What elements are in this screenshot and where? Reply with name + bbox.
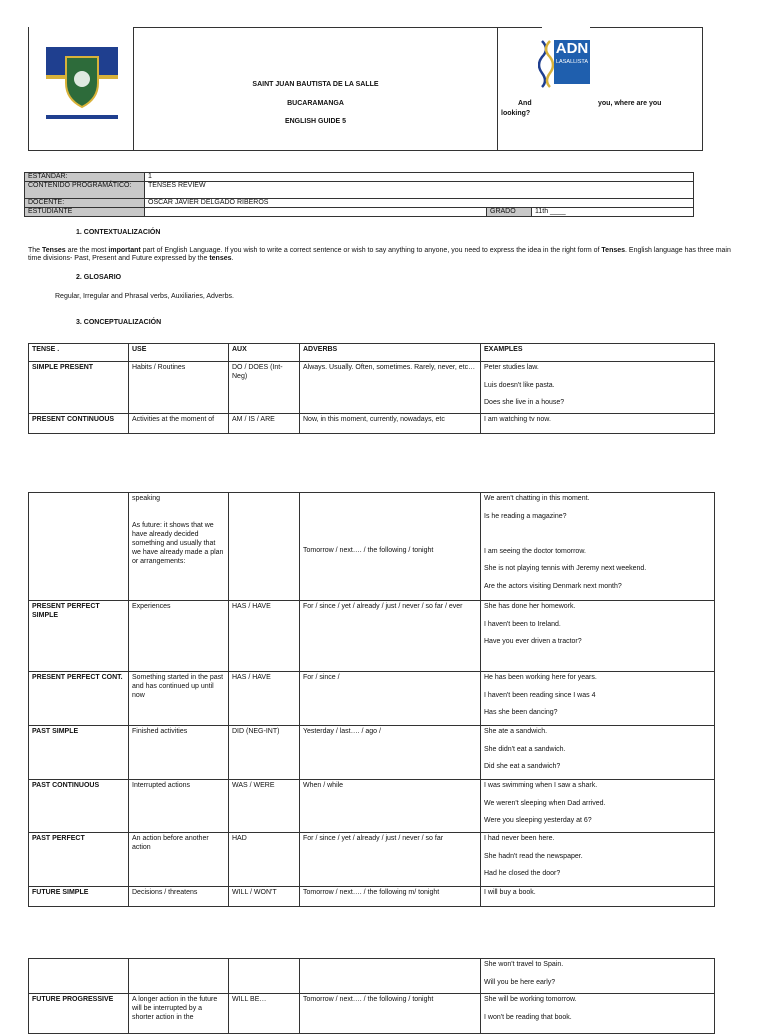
example: I won't be reading that book.: [484, 1013, 572, 1021]
aux-cell: WAS / WERE: [229, 780, 300, 833]
examples-cell: [481, 362, 715, 414]
tense-cell: PAST CONTINUOUS: [29, 780, 129, 833]
col-header: USE: [129, 344, 229, 362]
bold-run: tenses: [209, 255, 232, 262]
tense-cell: PRESENT PERFECT CONT.: [29, 672, 129, 726]
example: Has she been dancing?: [484, 709, 558, 716]
table-row: [29, 959, 715, 994]
estandar-label: ESTANDAR:: [25, 173, 145, 182]
aux-cell: DID (NEG-INT): [229, 726, 300, 780]
tense-cell: [29, 959, 129, 994]
docente-label: DOCENTE:: [25, 199, 145, 208]
info-table: [24, 172, 694, 217]
examples-cell: [481, 726, 715, 780]
tenses-table-3: [28, 958, 715, 1034]
adn-logo: [538, 37, 594, 89]
use-cell: Interrupted actions: [129, 780, 229, 833]
example: She has done her homework.: [484, 603, 576, 610]
example: She is not playing tennis with Jeremy next weekend.: [484, 565, 647, 572]
use-cell: [129, 493, 229, 601]
example: Are the actors visiting Denmark next month?: [484, 582, 622, 590]
examples-cell: [481, 994, 715, 1034]
use-cell: Activities at the moment of: [129, 414, 229, 434]
bold-run: Tenses: [601, 247, 626, 254]
example: Peter studies law.: [484, 364, 539, 371]
example: Had he closed the door?: [484, 870, 561, 877]
examples-cell: [481, 887, 715, 907]
spacer: [132, 512, 225, 521]
aux-cell: HAS / HAVE: [229, 601, 300, 672]
aux-cell: DO / DOES (Int-Neg): [229, 362, 300, 414]
example: He has been working here for years.: [484, 674, 597, 681]
adverbs-cell: Tomorrow / next…. / the following m/ tonight: [300, 887, 481, 907]
col-header: EXAMPLES: [481, 344, 715, 362]
example: Were you sleeping yesterday at 6?: [484, 817, 592, 824]
use-cell: Experiences: [129, 601, 229, 672]
adverbs-cell: Always. Usually. Often, sometimes. Rarely, never, etc…: [300, 362, 481, 414]
example: Will you be here early?: [484, 978, 556, 986]
adverbs-text: Tomorrow / next…. / the following / tonight: [303, 547, 434, 554]
header-divider: [133, 27, 134, 151]
example: Have you ever driven a tractor?: [484, 638, 582, 645]
example: I am watching tv now.: [484, 416, 551, 423]
use-text: speaking: [132, 495, 161, 502]
use-cell: Decisions / threatens: [129, 887, 229, 907]
section-title: 1. CONTEXTUALIZACIÓN: [76, 229, 161, 236]
grado-label: GRADO: [487, 208, 532, 217]
aux-cell: [229, 959, 300, 994]
table-row: [29, 887, 715, 907]
table-row: [29, 601, 715, 672]
tense-cell: FUTURE PROGRESSIVE: [29, 994, 129, 1034]
aux-cell: [229, 493, 300, 601]
col-header: ADVERBS: [300, 344, 481, 362]
adn-logo-text: ADN: [555, 40, 589, 57]
tense-cell: [29, 493, 129, 601]
header-box: [28, 27, 703, 151]
example: I am seeing the doctor tomorrow.: [484, 547, 586, 555]
use-cell: Habits / Routines: [129, 362, 229, 414]
tense-cell: FUTURE SIMPLE: [29, 887, 129, 907]
example: She didn't eat a sandwich.: [484, 745, 566, 753]
bold-run: Tenses: [42, 247, 66, 254]
examples-cell: [481, 493, 715, 601]
estudiante-label: ESTUDIANTE: [25, 208, 145, 217]
tenses-table-2: [28, 492, 715, 907]
example: We weren't sleeping when Dad arrived.: [484, 799, 606, 807]
example: She won't travel to Spain.: [484, 961, 564, 968]
table-row: [29, 994, 715, 1034]
aux-cell: WILL BE…: [229, 994, 300, 1034]
glossary-text: Regular, Irregular and Phrasal verbs, Auxiliaries, Adverbs.: [55, 293, 234, 300]
text-run: .: [231, 255, 234, 262]
use-cell: [129, 959, 229, 994]
slogan-you: you, where are you: [598, 100, 662, 107]
example: Is he reading a magazine?: [484, 512, 567, 520]
example: She hadn't read the newspaper.: [484, 852, 583, 860]
example: I was swimming when I saw a shark.: [484, 782, 598, 789]
aux-cell: AM / IS / ARE: [229, 414, 300, 434]
example: I will buy a book.: [484, 889, 536, 896]
adverbs-cell: Now, in this moment, currently, nowadays, etc: [300, 414, 481, 434]
col-header: AUX: [229, 344, 300, 362]
examples-cell: [481, 959, 715, 994]
text-run: are the most: [65, 247, 109, 254]
text-run: part of English Language. If you wish to write a correct sentence or wish to say anything to anyone, you need to express the idea in the right form of: [140, 247, 602, 254]
tense-cell: SIMPLE PRESENT: [29, 362, 129, 414]
text-run: The: [28, 247, 43, 254]
header-notch: [29, 26, 133, 28]
table-row: [29, 672, 715, 726]
use-cell: An action before another action: [129, 833, 229, 887]
example: I haven't been to Ireland.: [484, 620, 561, 628]
example: Did she eat a sandwich?: [484, 763, 561, 770]
example: Does she live in a house?: [484, 399, 565, 406]
example: She will be working tomorrow.: [484, 996, 577, 1003]
table-row: [29, 726, 715, 780]
examples-cell: [481, 414, 715, 434]
slogan-looking: looking?: [501, 110, 531, 117]
use-cell: Something started in the past and has continued up until now: [129, 672, 229, 726]
aux-cell: WILL / WON'T: [229, 887, 300, 907]
contenido-label: CONTENIDO PROGRAMÁTICO:: [25, 182, 145, 199]
examples-cell: [481, 780, 715, 833]
adverbs-cell: For / since / yet / already / just / never / so far: [300, 833, 481, 887]
adverbs-cell: For / since /: [300, 672, 481, 726]
aux-cell: HAD: [229, 833, 300, 887]
example: Luis doesn't like pasta.: [484, 381, 555, 389]
table-row: [29, 833, 715, 887]
examples-cell: [481, 601, 715, 672]
contenido-value: TENSES REVIEW: [145, 182, 694, 199]
section-paragraph: [28, 247, 742, 263]
header-divider: [497, 27, 498, 151]
table-row: [29, 414, 715, 434]
city-name: BUCARAMANGA: [287, 100, 344, 107]
adn-logo-subtext: LASALLISTA: [556, 59, 588, 65]
table-row: [29, 780, 715, 833]
example: I haven't been reading since I was 4: [484, 691, 596, 699]
school-name: SAINT JUAN BAUTISTA DE LA SALLE: [252, 81, 379, 88]
adverbs-cell: When / while: [300, 780, 481, 833]
tense-cell: PRESENT CONTINUOUS: [29, 414, 129, 434]
school-logo: [44, 45, 120, 121]
guide-title: ENGLISH GUIDE 5: [284, 118, 347, 125]
bold-run: important: [108, 247, 141, 254]
docente-value: OSCAR JAVIER DELGADO RIBEROS: [145, 199, 694, 208]
use-cell: A longer action in the future will be interrupted by a shorter action in the: [129, 994, 229, 1034]
grado-value: 11th ____: [532, 208, 694, 217]
tense-cell: PAST SIMPLE: [29, 726, 129, 780]
section-title: 3. CONCEPTUALIZACIÓN: [76, 319, 162, 326]
spacer: [132, 503, 225, 512]
adverbs-cell: [300, 493, 481, 601]
col-header: TENSE .: [29, 344, 129, 362]
text-run: . English language has three main time divisions- Past, Present and Future expressed by the: [28, 247, 731, 262]
examples-cell: [481, 833, 715, 887]
example: We aren't chatting in this moment.: [484, 495, 590, 502]
use-text: As future: it shows that we have already decided something and usually that we have already made a plan or arrangements:: [132, 522, 224, 565]
adverbs-cell: For / since / yet / already / just / never / so far / ever: [300, 601, 481, 672]
table-row: [29, 493, 715, 601]
example: She ate a sandwich.: [484, 728, 548, 735]
estudiante-value[interactable]: [145, 208, 487, 217]
slogan-and: And: [518, 100, 532, 107]
use-cell: Finished activities: [129, 726, 229, 780]
adverbs-cell: Yesterday / last…. / ago /: [300, 726, 481, 780]
estandar-value: 1: [145, 173, 694, 182]
adverbs-cell: Tomorrow / next…. / the following / tonight: [300, 994, 481, 1034]
tense-cell: PAST PERFECT: [29, 833, 129, 887]
aux-cell: HAS / HAVE: [229, 672, 300, 726]
header-notch: [542, 26, 590, 28]
table-row: [29, 362, 715, 414]
example: I had never been here.: [484, 835, 555, 842]
examples-cell: [481, 672, 715, 726]
section-title: 2. GLOSARIO: [76, 274, 122, 281]
tenses-table-1: [28, 343, 715, 434]
adverbs-cell: [300, 959, 481, 994]
tense-cell: PRESENT PERFECT SIMPLE: [29, 601, 129, 672]
